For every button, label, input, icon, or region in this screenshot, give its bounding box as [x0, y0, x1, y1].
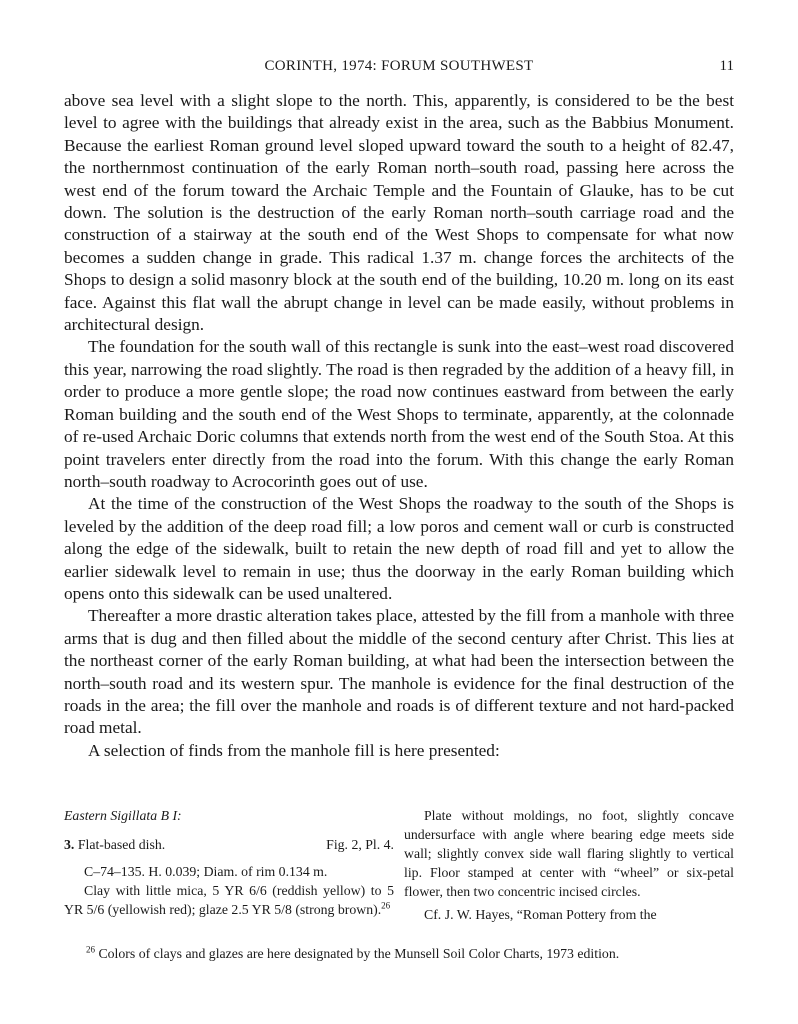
footnote-text: Colors of clays and glazes are here designated by the Munsell Soil Color Charts, 1973 edition.	[98, 946, 620, 961]
catalogue-entry-heading	[64, 835, 394, 854]
entry-number: 3.	[64, 837, 75, 852]
running-title: CORINTH, 1974: FORUM SOUTHWEST	[264, 58, 534, 74]
paragraph-3: At the time of the construction of the West Shops the roadway to the south of the Shops is leveled by the addition of the deep road fill; a low poros and cement wall or curb is constructed along the edge of the sidewalk, built to retain the new depth of road fill and yet to allow the earlier sidewalk level to remain in use; thus the doorway in the early Roman building which opens onto this sidewalk can be used unaltered.	[64, 494, 734, 603]
entry-clay-description	[64, 881, 394, 919]
entry-comparanda: Cf. J. W. Hayes, “Roman Pottery from the	[424, 907, 657, 922]
main-text	[64, 90, 734, 762]
catalogue-subhead: Eastern Sigillata B I:	[64, 808, 182, 823]
footnote	[64, 944, 734, 963]
paragraph-5: A selection of finds from the manhole fill is here presented:	[88, 740, 500, 760]
footnote-number: 26	[86, 944, 95, 955]
catalogue-right-column	[404, 806, 734, 924]
paragraph-4: Thereafter a more drastic alteration takes place, attested by the fill from a manhole with three arms that is dug and then filled about the middle of the second century after Christ. This lies at the northeast corner of the early Roman building, at what had been the intersection between the north–south road and its western spur. The manhole is evidence for the final destruction of the roads in the area; the fill over the manhole and roads is of different texture and not hard-packed road metal.	[64, 606, 734, 738]
entry-clay-text: Clay with little mica, 5 YR 6/6 (reddish yellow) to 5 YR 5/6 (yellowish red); glaze 2.5 YR 5/8 (strong brown).	[64, 883, 394, 917]
entry-label	[64, 835, 165, 854]
footnote-reference: 26	[381, 900, 391, 911]
running-header	[64, 58, 734, 78]
entry-figure-ref: Fig. 2, Pl. 4.	[326, 837, 394, 852]
entry-description: Plate without moldings, no foot, slightly concave undersurface with angle where bearing edge meets side wall; slightly convex side wall flaring slightly to vertical lip. Floor stamped at center with “wheel” or six-petal flower, then two concentric incised circles.	[404, 808, 734, 899]
paragraph-2: The foundation for the south wall of this rectangle is sunk into the east–west road discovered this year, narrowing the road slightly. The road is then regraded by the addition of a heavy fill, in order to produce a more gentle slope; the road now continues eastward from between the early Roman building and the south end of the West Shops to terminate, apparently, at the colonnade of re-used Archaic Doric columns that extends north from the west end of the South Stoa. At this point travelers enter directly from the road into the forum. With this change the early Roman north–south roadway to Acrocorinth goes out of use.	[64, 337, 734, 491]
entry-inventory: C–74–135. H. 0.039; Diam. of rim 0.134 m.	[84, 864, 328, 879]
paragraph-1: above sea level with a slight slope to the north. This, apparently, is considered to be the best level to agree with the buildings that already exist in the area, such as the Babbius Monument. Because the earliest Roman ground level sloped upward toward the south to a height of 82.47, the northernmost continuation of the early Roman north–south road, passing here across the west end of the forum toward the Archaic Temple and the Fountain of Glauke, has to be cut down. The solution is the destruction of the early Roman north–south carriage road and the construction of a stairway at the south end of the West Shops to compensate for what now becomes a sudden change in grade. This radical 1.37 m. change forces the architects of the Shops to design a solid masonry block at the south end of the building, 10.20 m. long on its east face. Against this flat wall the abrupt change in level can be made easily, without problems in architectural design.	[64, 91, 734, 335]
page-number: 11	[719, 58, 734, 74]
catalogue-left-column	[64, 806, 394, 919]
entry-title: Flat-based dish.	[77, 837, 166, 852]
